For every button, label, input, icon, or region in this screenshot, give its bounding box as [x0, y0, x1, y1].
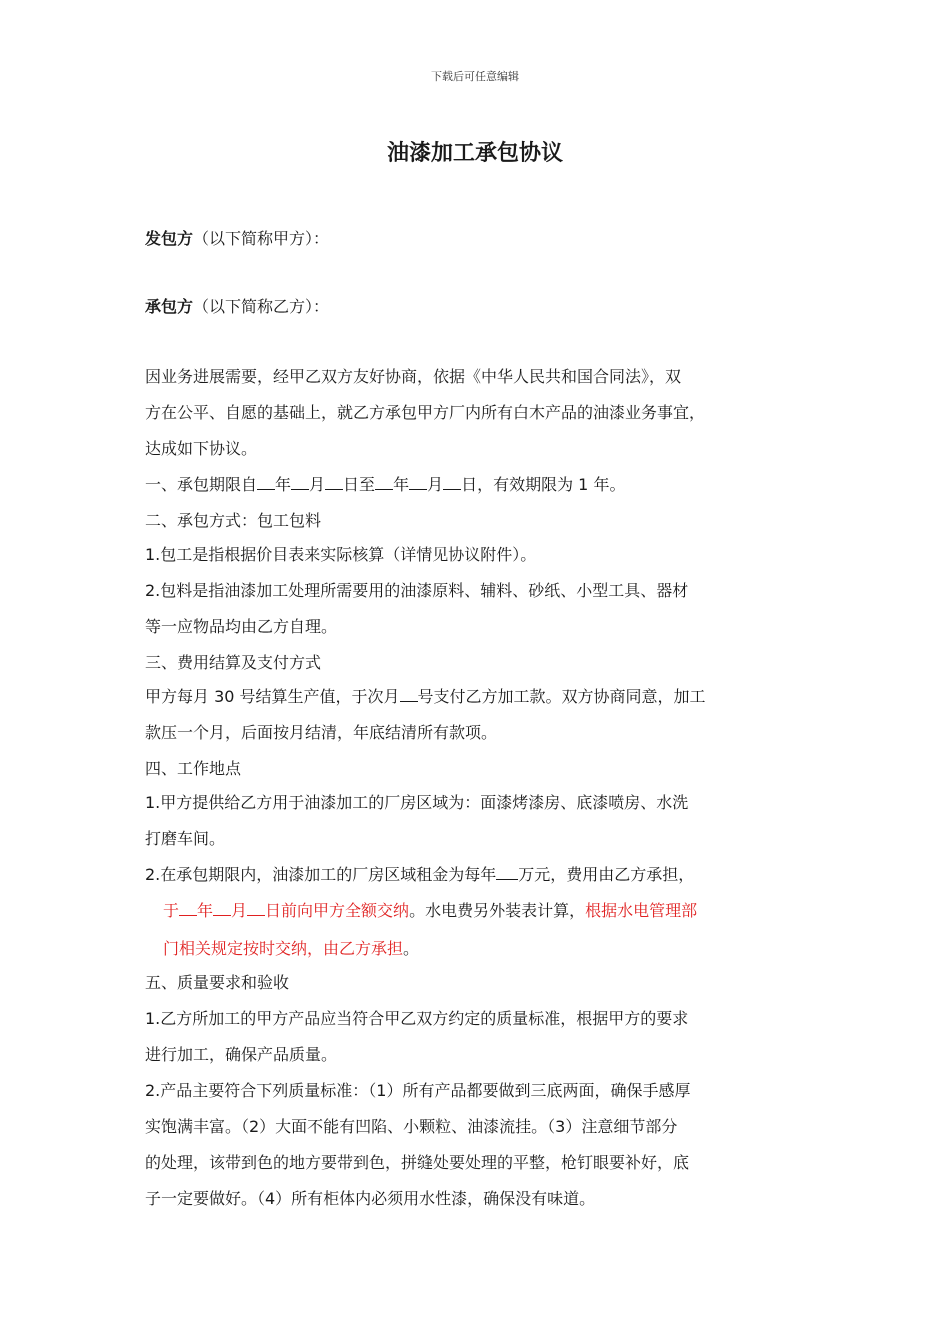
section-2-item-1: 1.包工是指根据价目表来实际核算（详情见协议附件）。 — [145, 545, 537, 564]
section-4-title: 四、工作地点 — [145, 759, 242, 778]
blank-field — [257, 475, 275, 490]
text: 2.在承包期限内，油漆加工的厂房区域租金为每年 — [145, 865, 497, 884]
text: 于 — [163, 901, 180, 920]
section-2-item-2-line-1: 2.包料是指油漆加工处理所需要用的油漆原料、辅料、砂纸、小型工具、器材 — [145, 581, 689, 600]
text: 日，有效期限为 1 年。 — [461, 475, 626, 494]
red-text: 门相关规定按时交纳，由乙方承担 — [163, 939, 404, 958]
section-3-title: 三、费用结算及支付方式 — [145, 653, 322, 672]
intro-line-2: 方在公平、自愿的基础上，就乙方承包甲方厂内所有白木产品的油漆业务事宜， — [145, 403, 706, 422]
text: 甲方每月 30 号结算生产值，于次月 — [145, 687, 400, 706]
party-a-label: 发包方 — [145, 229, 194, 248]
party-b-rest: （以下简称乙方）： — [193, 297, 330, 316]
blank-field — [443, 475, 461, 490]
blank-field — [179, 901, 197, 916]
text: 万元，费用由乙方承担， — [518, 865, 695, 884]
section-5-title: 五、质量要求和验收 — [145, 973, 290, 992]
text: 年 — [393, 475, 410, 494]
blank-field — [409, 475, 427, 490]
section-5-item-1-line-1: 1.乙方所加工的甲方产品应当符合甲乙双方约定的质量标准，根据甲方的要求 — [145, 1009, 689, 1028]
text: 月 — [427, 475, 444, 494]
text: 月 — [309, 475, 326, 494]
intro-line-3: 达成如下协议。 — [145, 439, 258, 458]
section-5-item-2-line-4: 子一定要做好。（4）所有柜体内必须用水性漆，确保没有味道。 — [145, 1189, 596, 1208]
blank-field — [247, 901, 265, 916]
red-text: 根据水电管理部 — [585, 901, 698, 920]
section-3-line-2: 款压一个月，后面按月结清，年底结清所有款项。 — [145, 723, 498, 742]
blank-field — [213, 901, 231, 916]
text: 日前向甲方全额交纳 — [265, 901, 410, 920]
section-2-title: 二、承包方式：包工包料 — [145, 511, 322, 530]
party-a-rest: （以下简称甲方）： — [193, 229, 330, 248]
blank-field — [400, 687, 418, 702]
text: 一、承包期限自 — [145, 475, 258, 494]
section-4-item-2-line-2 — [163, 898, 697, 921]
section-5-item-2-line-3: 的处理，该带到色的地方要带到色，拼缝处要处理的平整，枪钉眼要补好，底 — [145, 1153, 690, 1172]
section-4-item-2-line-3 — [163, 936, 419, 959]
page-header: 下载后可任意编辑 — [431, 70, 519, 83]
blank-field — [375, 475, 393, 490]
text: 月 — [231, 901, 248, 920]
section-5-item-1-line-2: 进行加工，确保产品质量。 — [145, 1045, 338, 1064]
document-title: 油漆加工承包协议 — [386, 141, 563, 166]
text: 号支付乙方加工款。双方协商同意，加工 — [417, 687, 706, 706]
section-5-item-2-line-2: 实饱满丰富。（2）大面不能有凹陷、小颗粒、油漆流挂。（3）注意细节部分 — [145, 1117, 678, 1136]
section-4-item-1-line-2: 打磨车间。 — [145, 829, 226, 848]
section-5-item-2-line-1: 2.产品主要符合下列质量标准：（1）所有产品都要做到三底两面，确保手感厚 — [145, 1081, 691, 1100]
section-3-line-1 — [145, 684, 706, 707]
red-text — [163, 901, 409, 920]
text: 日至 — [343, 475, 376, 494]
text: 年 — [197, 901, 214, 920]
section-4-item-2-line-1 — [145, 862, 694, 885]
intro-line-1: 因业务进展需要，经甲乙双方友好协商，依据《中华人民共和国合同法》，双 — [145, 367, 682, 386]
party-b-label: 承包方 — [145, 297, 194, 316]
party-a-line — [145, 226, 329, 249]
blank-field — [325, 475, 343, 490]
section-2-item-2-line-2: 等一应物品均由乙方自理。 — [145, 617, 338, 636]
section-1-term — [145, 472, 625, 495]
blank-field — [496, 865, 518, 880]
party-b-line — [145, 294, 329, 317]
text: 。水电费另外装表计算， — [409, 901, 586, 920]
section-4-item-1-line-1: 1.甲方提供给乙方用于油漆加工的厂房区域为：面漆烤漆房、底漆喷房、水洗 — [145, 793, 689, 812]
text: 年 — [275, 475, 292, 494]
text: 。 — [403, 939, 420, 958]
blank-field — [291, 475, 309, 490]
